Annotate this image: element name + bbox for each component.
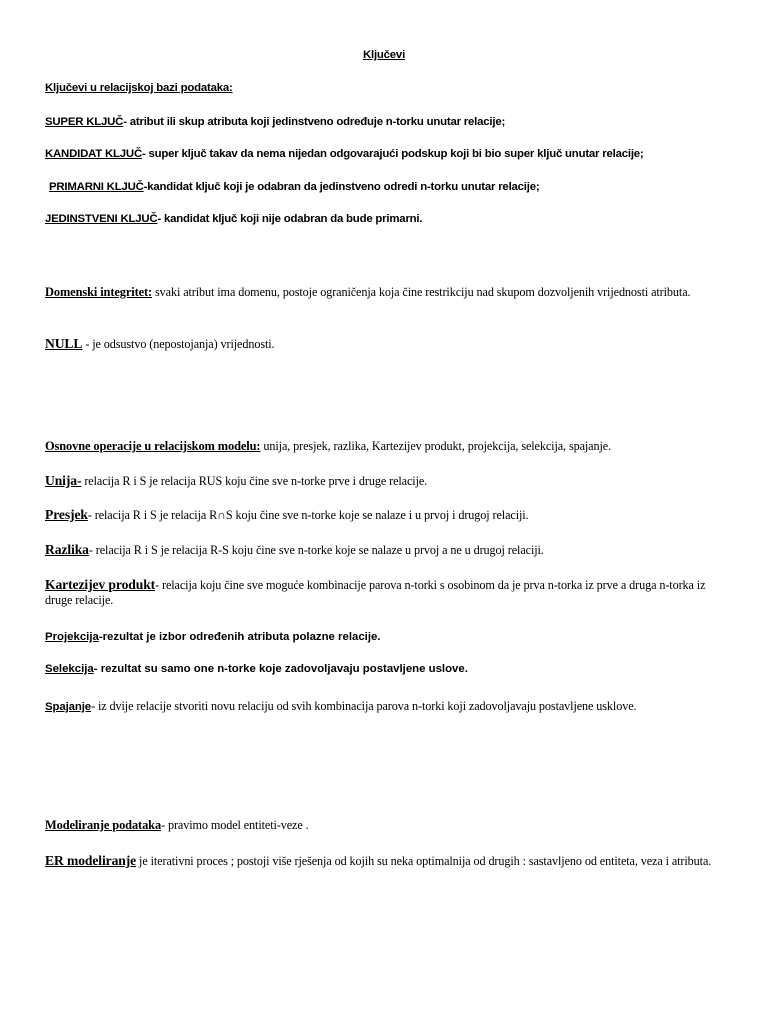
key-item-super: [45, 115, 725, 130]
operation-desc: - relacija R i S je relacija R-S koju čine sve n-torke koje se nalaze u prvoj a ne u drugoj relaciji.: [88, 543, 544, 557]
operation-term: Presjek: [45, 507, 88, 522]
operation-term: Projekcija: [45, 631, 99, 643]
operations-heading-desc: unija, presjek, razlika, Kartezijev produkt, projekcija, selekcija, spajanje.: [260, 439, 612, 453]
operation-selekcija: [45, 660, 725, 677]
operation-term: Razlika: [45, 542, 89, 557]
operation-kartezijev: [45, 577, 725, 608]
er-modeling-paragraph: [45, 853, 725, 869]
domain-integrity-desc: svaki atribut ima domenu, postoje ograničenja koja čine restrikciju nad skupom dozvoljenih vrijednosti atributa.: [152, 285, 691, 299]
key-term: KANDIDAT KLJUČ: [45, 148, 142, 160]
operation-term: Spajanje: [45, 701, 92, 713]
key-desc: - super ključ takav da nema nijedan odgovarajući podskup koji bi bio super ključ unutar relacije;: [141, 148, 644, 160]
key-item-jedinstveni: [45, 212, 725, 227]
operation-spajanje: [45, 699, 725, 715]
operation-desc: - iz dvije relacije stvoriti novu relaciju od svih kombinacija parova n-torki koji zadovoljavaju postavljene usklove.: [91, 699, 637, 713]
operations-heading-term: Osnovne operacije u relacijskom modelu:: [45, 439, 261, 453]
operation-desc: - rezultat su samo one n-torke koje zadovoljavaju postavljene uslove.: [93, 663, 468, 675]
operations-heading-paragraph: [45, 439, 725, 454]
operation-desc: - relacija R i S je relacija R∩S koju čine sve n-torke koje se nalaze i u prvoj i drugoj relaciji.: [87, 508, 529, 522]
modeling-paragraph: [45, 818, 725, 833]
domain-integrity-term: Domenski integritet:: [45, 285, 153, 299]
null-term: NULL: [45, 336, 83, 351]
key-desc: -kandidat ključ koji je odabran da jedinstveno odredi n-torku unutar relacije;: [143, 181, 540, 193]
operation-term: Unija-: [45, 473, 82, 488]
key-desc: - kandidat ključ koji nije odabran da bude primarni.: [157, 213, 423, 225]
null-desc: - je odsustvo (nepostojanja) vrijednosti.: [82, 337, 275, 351]
keys-heading: [45, 81, 725, 96]
domain-integrity-paragraph: [45, 285, 725, 300]
operation-desc: - relacija koju čine sve moguće kombinacije parova n-torki s osobinom da je prva n-torka iz prve a druga n-torka iz druge relacije.: [45, 578, 706, 607]
operation-term: Selekcija: [45, 663, 94, 675]
operation-razlika: [45, 542, 725, 558]
operation-unija: [45, 473, 725, 489]
operation-term: Kartezijev produkt: [45, 577, 156, 592]
operation-desc: relacija R i S je relacija RUS koju čine sve n-torke prve i druge relacije.: [81, 474, 428, 488]
key-item-kandidat: [45, 147, 725, 162]
key-term: JEDINSTVENI KLJUČ: [45, 213, 158, 225]
key-item-primarni: [49, 180, 729, 195]
operation-desc: -rezultat je izbor određenih atributa polazne relacije.: [98, 631, 381, 643]
modeling-term: Modeliranje podataka: [45, 818, 162, 832]
key-desc: - atribut ili skup atributa koji jedinstveno određuje n-torku unutar relacije;: [123, 116, 506, 128]
operation-presjek: [45, 507, 725, 523]
modeling-desc: - pravimo model entiteti-veze .: [161, 818, 309, 832]
page-title: Ključevi: [362, 49, 406, 61]
operation-projekcija: [45, 628, 725, 645]
key-term: PRIMARNI KLJUČ: [49, 181, 144, 193]
er-term: ER modeliranje: [45, 853, 137, 868]
er-desc: je iterativni proces ; postoji više rješenja od kojih su neka optimalnija od drugih : sastavljeno od entiteta, veza i atributa.: [136, 854, 712, 868]
null-paragraph: [45, 336, 725, 352]
keys-heading-text: Ključevi u relacijskoj bazi podataka:: [45, 82, 233, 94]
key-term: SUPER KLJUČ: [45, 116, 124, 128]
